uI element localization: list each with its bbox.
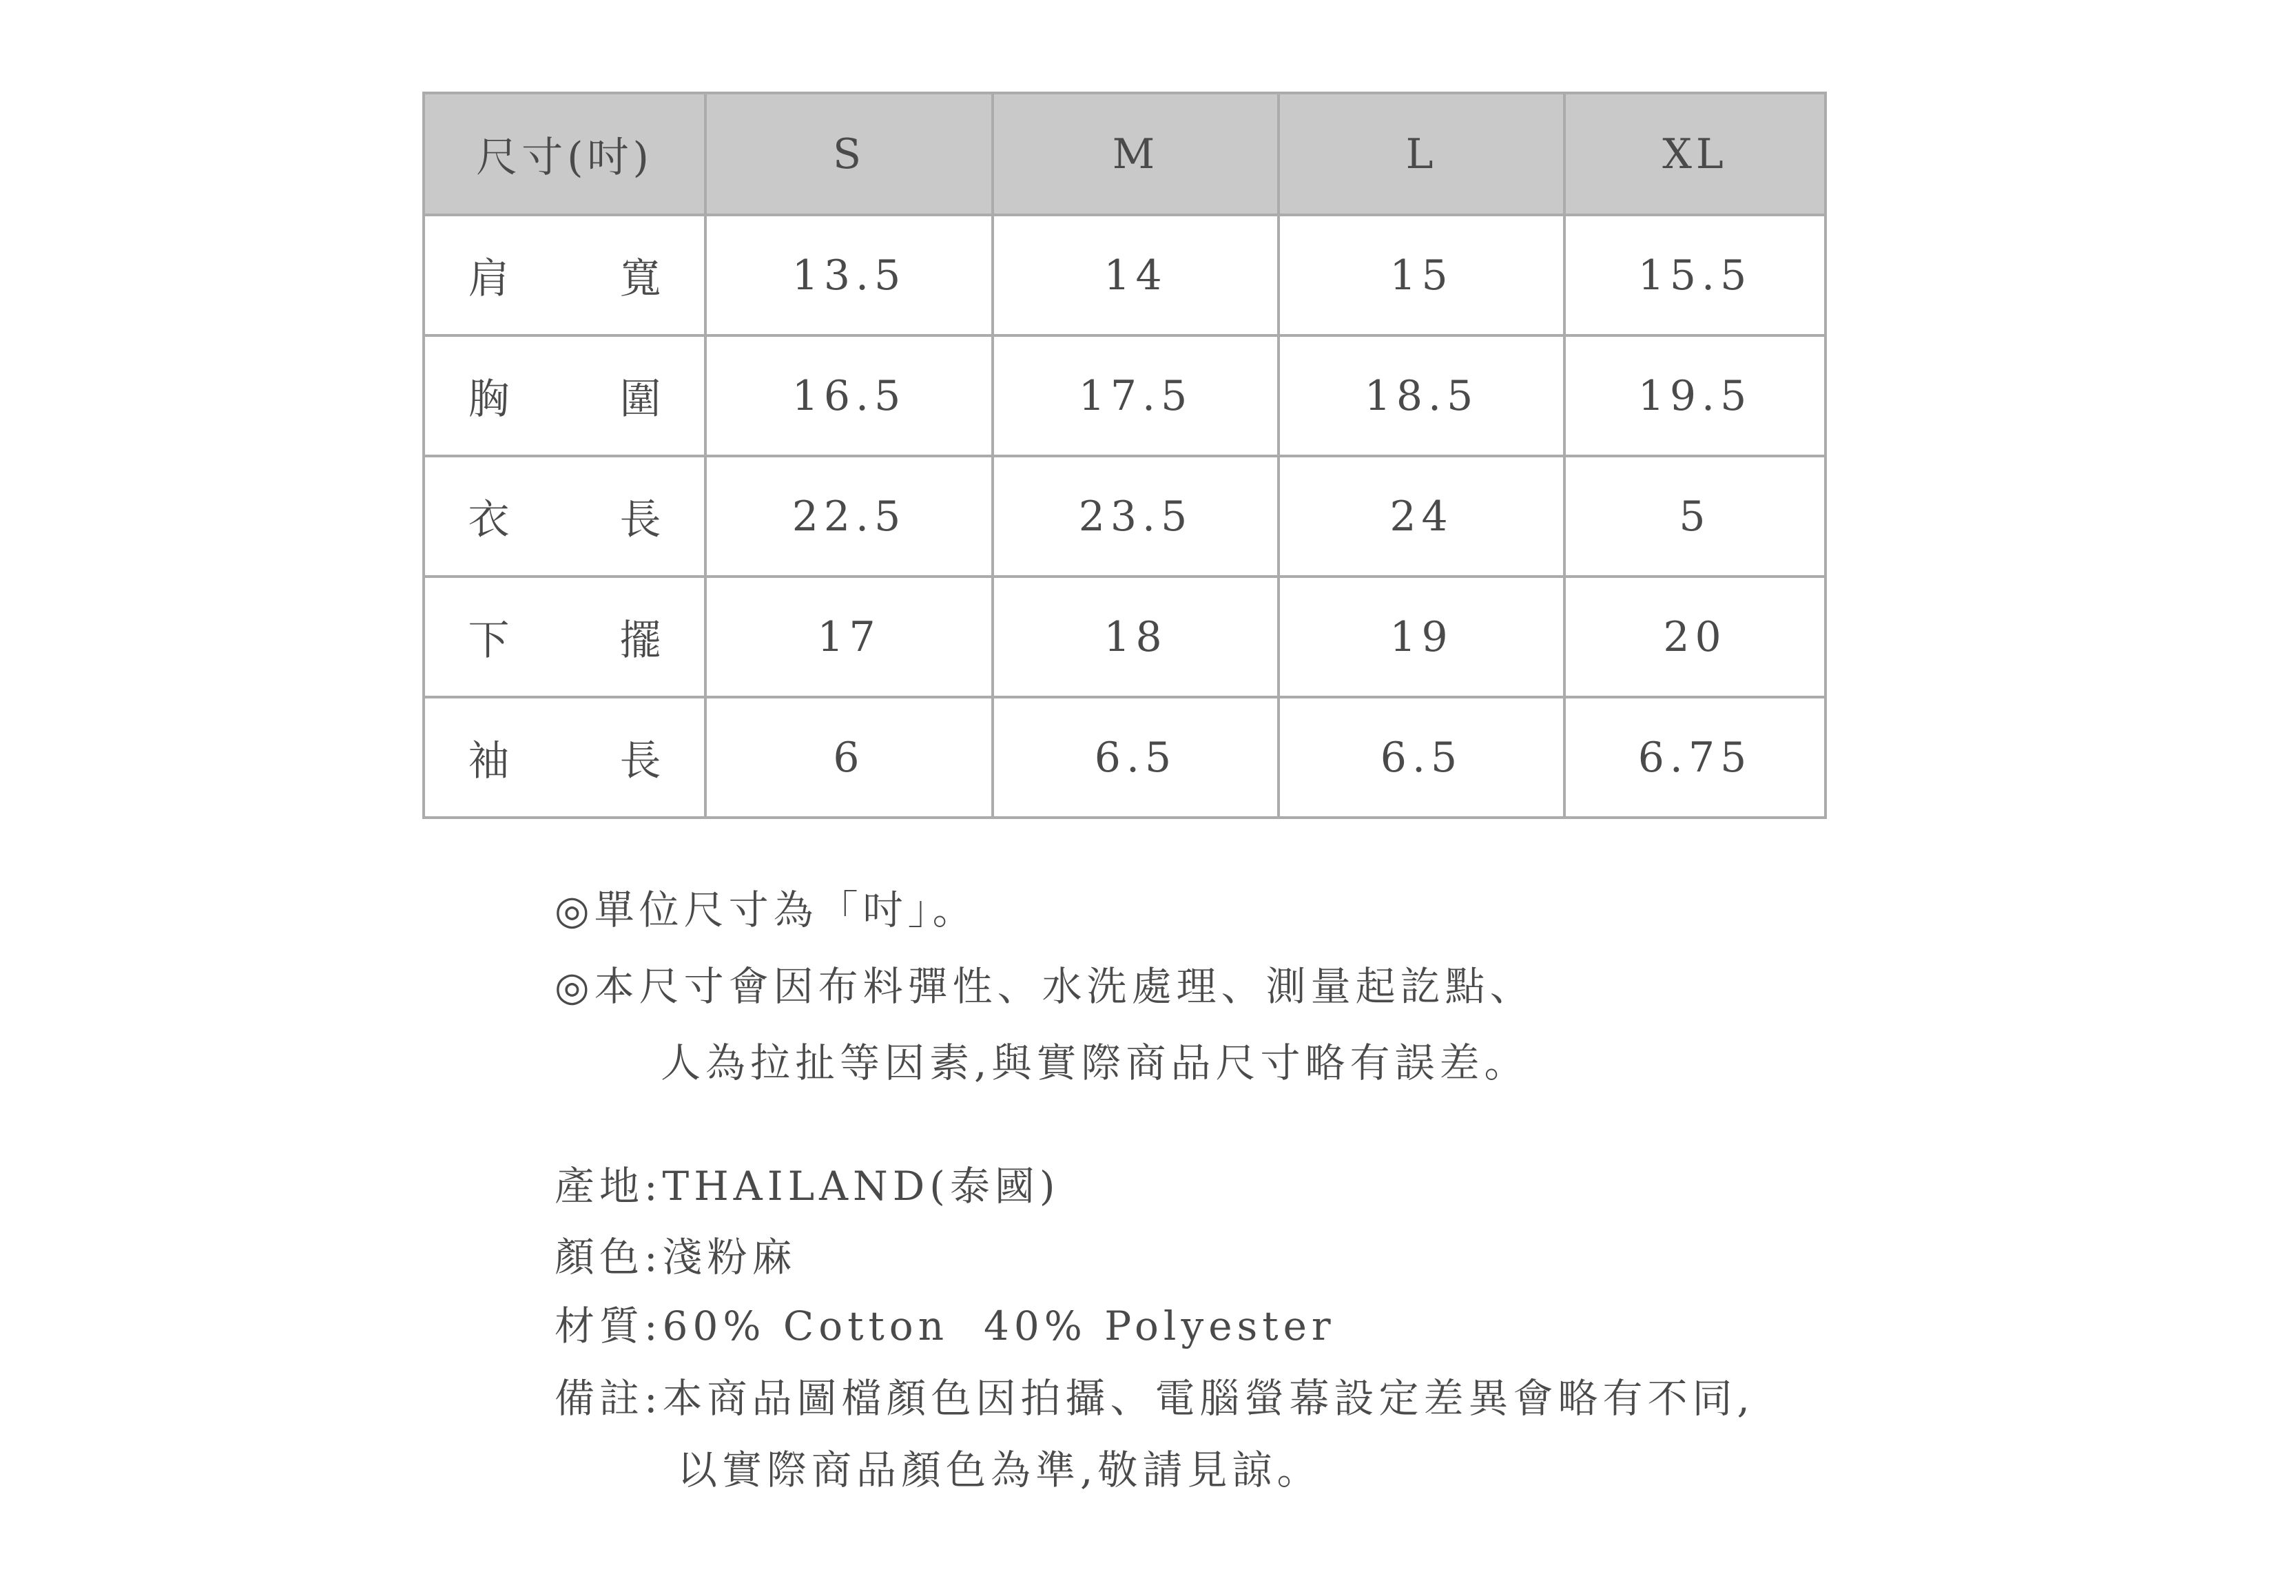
note-unit: ◎單位尺寸為「吋」。 [555,887,978,933]
size-value: 17 [705,577,993,697]
row-label [468,608,661,667]
size-value: 15.5 [1564,215,1826,335]
product-origin: 產地:THAILAND(泰國) [555,1163,1060,1210]
size-header-xl: XL [1564,93,1826,215]
size-value: 6 [705,697,993,818]
size-value: 20 [1564,577,1826,697]
row-label-char: 圍 [619,375,661,424]
table-row-chest [424,335,1826,456]
product-material: 材質:60% Cotton 40% Polyester [555,1303,1336,1349]
size-table [422,92,1827,819]
size-value: 19.5 [1564,335,1826,456]
row-label-cell [424,335,705,456]
note-tolerance-line1: ◎本尺寸會因布料彈性、水洗處理、測量起訖點、 [555,963,1535,1010]
size-header-m: M [993,93,1279,215]
size-value: 6.5 [993,697,1279,818]
size-value: 19 [1279,577,1564,697]
product-remark-line1: 備註:本商品圖檔顏色因拍攝、電腦螢幕設定差異會略有不同, [555,1375,1755,1422]
row-label-char: 寬 [619,254,661,303]
size-value: 18.5 [1279,335,1564,456]
note-tolerance-line2: 人為拉扯等因素,與實際商品尺寸略有誤差。 [661,1039,1529,1086]
table-row-hem [424,577,1826,697]
size-value: 5 [1564,456,1826,577]
product-remark-line2: 以實際商品顏色為準,敬請見諒。 [677,1447,1322,1493]
row-label-char: 袖 [468,736,510,785]
table-row-sleeve-length [424,697,1826,818]
size-value: 13.5 [705,215,993,335]
size-value: 14 [993,215,1279,335]
row-label-cell [424,577,705,697]
size-value: 16.5 [705,335,993,456]
size-header-s: S [705,93,993,215]
row-label [468,366,661,426]
row-label-char: 肩 [468,254,510,303]
size-value: 6.5 [1279,697,1564,818]
size-table-header-row [424,93,1826,215]
size-value: 23.5 [993,456,1279,577]
row-label-cell [424,697,705,818]
row-label-char: 長 [619,736,661,785]
size-value: 6.75 [1564,697,1826,818]
size-header-l: L [1279,93,1564,215]
table-row-shoulder-width [424,215,1826,335]
row-label-char: 長 [619,495,661,544]
size-value: 15 [1279,215,1564,335]
row-label-char: 下 [468,616,510,665]
row-label-cell [424,456,705,577]
size-value: 18 [993,577,1279,697]
product-color: 顏色:淺粉麻 [555,1234,797,1281]
row-label-char: 衣 [468,495,510,544]
row-label-char: 擺 [619,616,661,665]
size-value: 22.5 [705,456,993,577]
row-label [468,487,661,546]
table-corner-label: 尺寸(吋) [424,93,705,215]
size-value: 17.5 [993,335,1279,456]
row-label [468,728,661,787]
row-label-cell [424,215,705,335]
row-label [468,246,661,305]
table-row-garment-length [424,456,1826,577]
row-label-char: 胸 [468,375,510,424]
size-value: 24 [1279,456,1564,577]
